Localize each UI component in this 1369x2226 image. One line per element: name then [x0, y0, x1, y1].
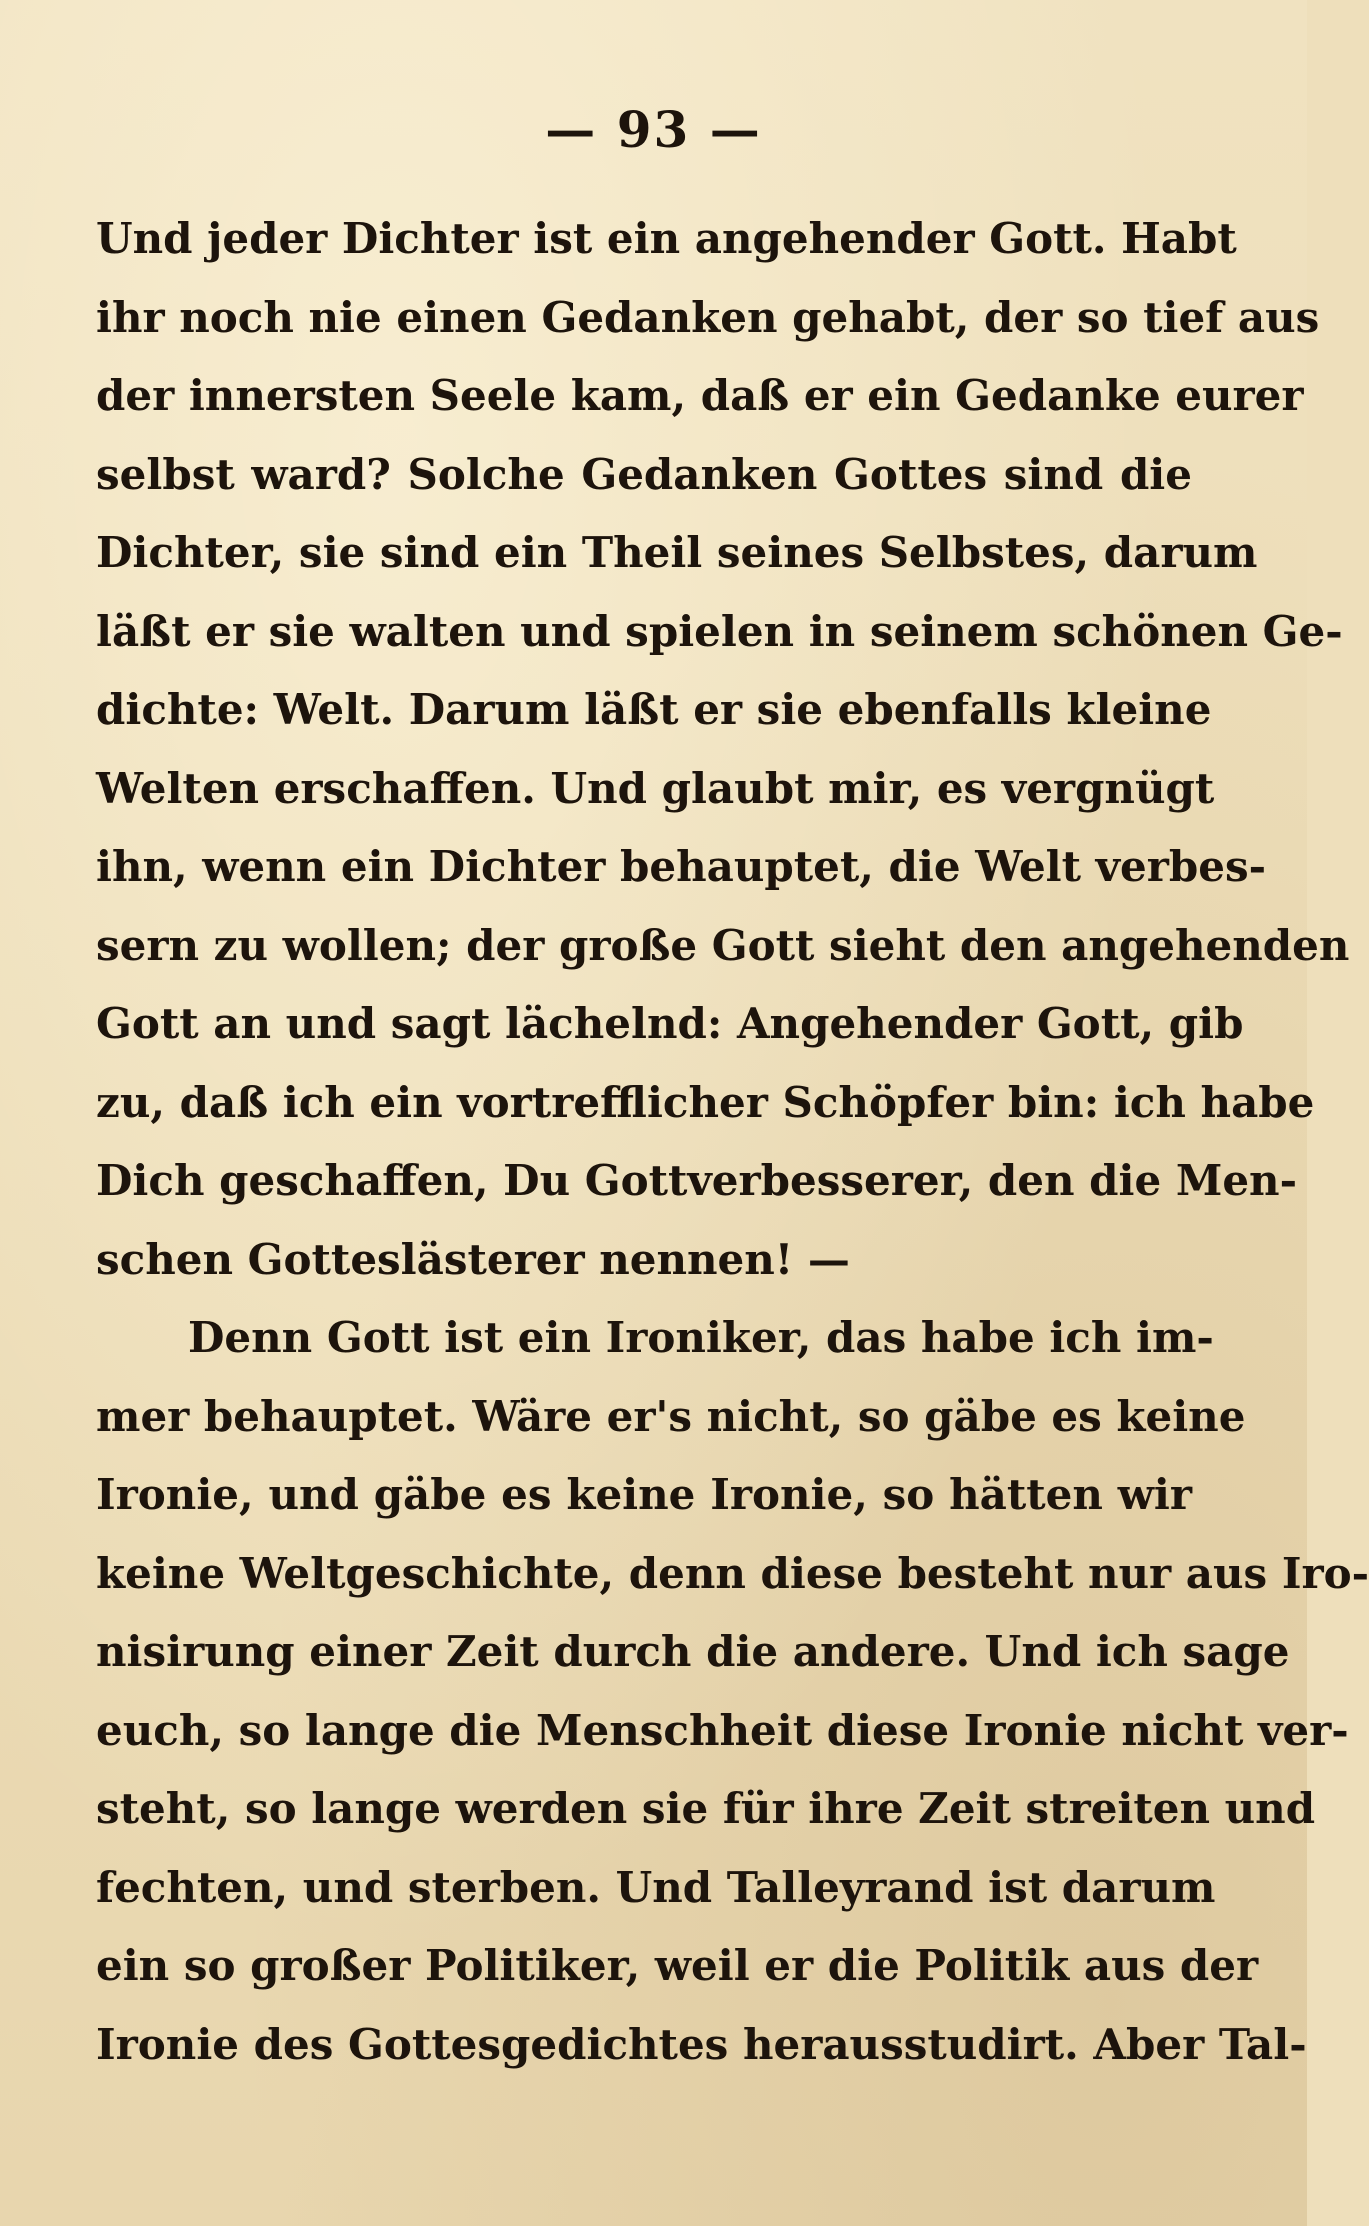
- text-line: steht, so lange werden sie für ihre Zeit streiten und: [96, 1784, 1316, 1833]
- text-line: keine Weltgeschichte, denn diese besteht nur aus Iro-: [96, 1548, 1369, 1598]
- text-line: Dich geschaffen, Du Gottverbesserer, den die Men-: [96, 1156, 1298, 1205]
- text-line: Ironie des Gottesgedichtes herausstudirt. Aber Tal-: [96, 2019, 1307, 2069]
- text-line: fechten, und sterben. Und Talleyrand ist darum: [96, 1862, 1216, 1912]
- text-line: der innersten Seele kam, daß er ein Gedanke eurer: [96, 371, 1304, 420]
- text-line: ein so großer Politiker, weil er die Politik aus der: [96, 1941, 1259, 1990]
- text-line: dichte: Welt. Darum läßt er sie ebenfalls kleine: [96, 685, 1212, 734]
- text-line: nisirung einer Zeit durch die andere. Und ich sage: [96, 1627, 1290, 1676]
- text-line: Denn Gott ist ein Ironiker, das habe ich im-: [188, 1313, 1214, 1362]
- text-line: Dichter, sie sind ein Theil seines Selbstes, darum: [96, 528, 1258, 577]
- page-number: — 93 —: [545, 100, 762, 159]
- text-line: euch, so lange die Menschheit diese Ironie nicht ver-: [96, 1705, 1349, 1755]
- text-line: läßt er sie walten und spielen in seinem schönen Ge-: [96, 606, 1343, 656]
- text-line: ihr noch nie einen Gedanken gehabt, der so tief aus: [96, 292, 1320, 342]
- text-line: sern zu wollen; der große Gott sieht den angehenden: [96, 920, 1350, 970]
- text-line: Gott an und sagt lächelnd: Angehender Gott, gib: [96, 999, 1244, 1048]
- text-line: schen Gotteslästerer nennen! —: [96, 1234, 850, 1284]
- text-line: zu, daß ich ein vortrefflicher Schöpfer bin: ich habe: [96, 1077, 1315, 1127]
- text-line: Und jeder Dichter ist ein angehender Gott. Habt: [96, 214, 1237, 263]
- text-line: Welten erschaffen. Und glaubt mir, es vergnügt: [96, 763, 1215, 813]
- text-line: Ironie, und gäbe es keine Ironie, so hätten wir: [96, 1470, 1192, 1519]
- text-line: selbst ward? Solche Gedanken Gottes sind die: [96, 449, 1192, 499]
- text-line: mer behauptet. Wäre er's nicht, so gäbe es keine: [96, 1391, 1246, 1441]
- text-line: ihn, wenn ein Dichter behauptet, die Welt verbes-: [96, 842, 1267, 891]
- body-text: [96, 200, 1369, 2084]
